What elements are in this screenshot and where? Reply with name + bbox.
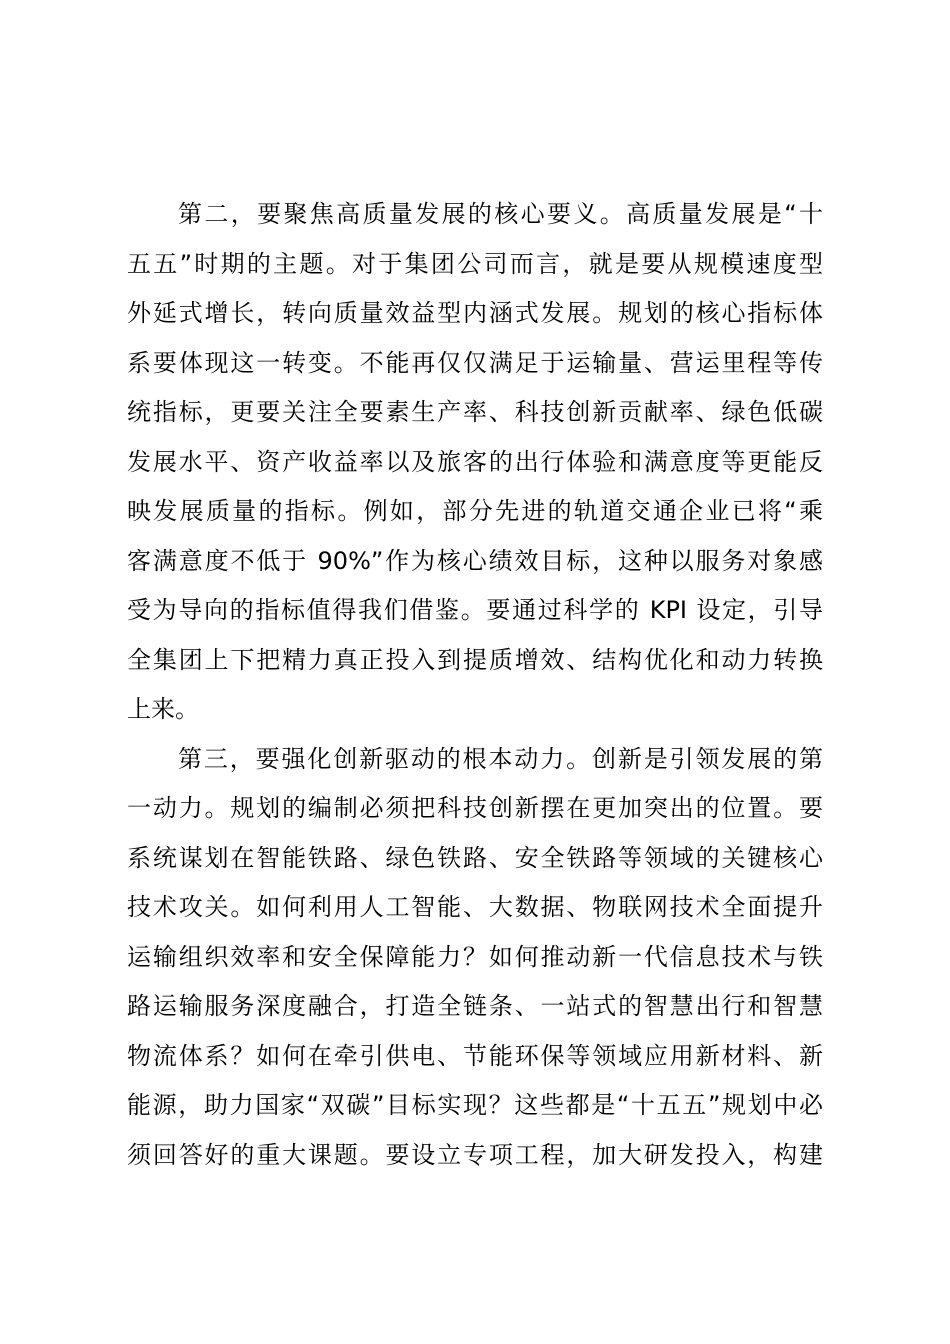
paragraph-1-line-7: 映发展质量的指标。例如，部分先进的轨道交通企业已将“乘 bbox=[127, 497, 823, 525]
paragraph-2-line-2: 一动力。规划的编制必须把科技创新摆在更加突出的位置。要 bbox=[127, 794, 823, 822]
paragraph-2-line-7: 物流体系？如何在牵引供电、节能环保等领域应用新材料、新 bbox=[127, 1041, 823, 1070]
paragraph-2-line-1: 第三，要强化创新驱动的根本动力。创新是引领发展的第 bbox=[178, 744, 823, 773]
paragraph-2-line-9: 须回答好的重大课题。要设立专项工程，加大研发投入，构建 bbox=[127, 1140, 823, 1169]
paragraph-1-line-5: 统指标，更要关注全要素生产率、科技创新贡献率、绿色低碳 bbox=[127, 398, 823, 426]
paragraph-1-line-2: 五五”时期的主题。对于集团公司而言，就是要从规模速度型 bbox=[127, 249, 823, 278]
document-body bbox=[127, 190, 823, 1180]
paragraph-1-line-8: 客满意度不低于 90%”作为核心绩效目标，这种以服务对象感 bbox=[127, 546, 823, 575]
paragraph-1-line-3: 外延式增长，转向质量效益型内涵式发展。规划的核心指标体 bbox=[127, 299, 823, 327]
paragraph-1-line-10: 全集团上下把精力真正投入到提质增效、结构优化和动力转换 bbox=[127, 645, 823, 674]
paragraph-2-line-6: 路运输服务深度融合，打造全链条、一站式的智慧出行和智慧 bbox=[127, 992, 823, 1020]
paragraph-2-line-5: 运输组织效率和安全保障能力？如何推动新一代信息技术与铁 bbox=[127, 942, 823, 971]
paragraph-1-line-11: 上来。 bbox=[127, 695, 199, 723]
paragraph-1-line-6: 发展水平、资产收益率以及旅客的出行体验和满意度等更能反 bbox=[127, 447, 823, 476]
paragraph-2-line-4: 技术攻关。如何利用人工智能、大数据、物联网技术全面提升 bbox=[127, 893, 823, 921]
paragraph-2-line-3: 系统谋划在智能铁路、绿色铁路、安全铁路等领域的关键核心 bbox=[127, 843, 823, 872]
paragraph-1-line-9: 受为导向的指标值得我们借鉴。要通过科学的 KPI 设定，引导 bbox=[127, 596, 823, 624]
paragraph-2-line-8: 能源，助力国家“双碳”目标实现？这些都是“十五五”规划中必 bbox=[127, 1091, 823, 1119]
paragraph-1-line-4: 系要体现这一转变。不能再仅仅满足于运输量、营运里程等传 bbox=[127, 348, 823, 377]
paragraph-1-line-1: 第二，要聚焦高质量发展的核心要义。高质量发展是“十 bbox=[178, 200, 823, 228]
